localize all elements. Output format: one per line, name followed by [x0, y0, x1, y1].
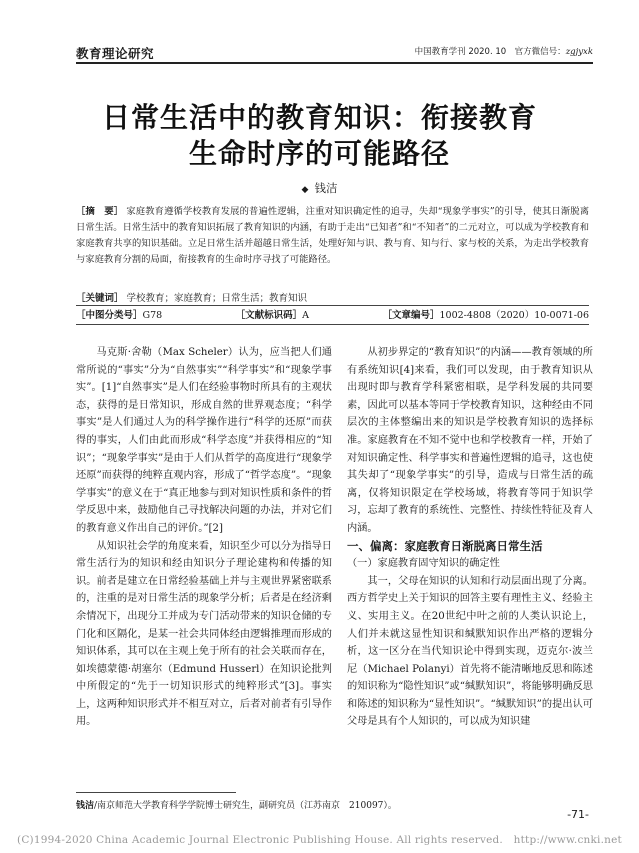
body-paragraph: 其一，父母在知识的认知和行动层面出现了分离。西方哲学史上关于知识的回答主要有理性主义、经验主义、实用主义。在20世纪中叶之前的人类认识论上，人们并未就这显性知识和缄默知识作出严格的逻辑分析，这一区分在当代知识论中得到实现，迈克尔·波兰尼（Michael Polanyi）首先将不能清晰地反思和陈述的知识称为“隐性知识”或“缄默知识”，将能够明确反思和陈述的知识称为“显性知识”。“缄默知识”的提出认可父母是具有个人知识的，可以成为知识建 — [347, 575, 593, 728]
clc-label: ［中图分类号］ — [76, 310, 143, 321]
clc-field — [76, 307, 162, 321]
abstract-block — [76, 204, 589, 268]
journal-issue-info — [415, 45, 593, 57]
classification-row — [76, 307, 589, 321]
article-number-label: ［文章编号］ — [382, 310, 440, 321]
footnote-author: 钱洁 — [76, 801, 95, 811]
diamond-bullet-icon: ◆ — [301, 185, 309, 195]
meta-divider-top — [76, 305, 589, 306]
doc-code-value: A — [302, 310, 310, 321]
doc-code-label: ［文献标识码］ — [235, 310, 303, 321]
author-line — [0, 180, 639, 196]
article-title-line-1: 日常生活中的教育知识：衔接教育 — [101, 101, 537, 134]
subsection-heading: （一）家庭教育固守知识的确定性 — [347, 558, 500, 570]
article-number-value: 1002-4808（2020）10-0071-06 — [439, 310, 589, 321]
page-number: -71- — [567, 808, 589, 821]
footnote-rule — [76, 792, 236, 793]
meta-divider-bottom — [76, 324, 589, 325]
copyright-watermark: (C)1994-2020 China Academic Journal Electronic Publishing House. All rights reserved. http://www.cnki.net — [17, 834, 622, 846]
footnote-text: /南京师范大学教育科学学院博士研究生，副研究员（江苏南京 210097）。 — [94, 801, 397, 811]
body-right-column — [347, 344, 593, 731]
keywords-row — [76, 290, 589, 304]
journal-section-label: 教育理论研究 — [76, 46, 155, 61]
body-paragraph: 从初步界定的“教育知识”的内涵——教育领域的所有系统知识[4]来看，我们可以发现，由于教育知识从出现时即与教育学科紧密相联，是学科发展的共同要素，因此可以基本等同于学校教育知识，这种经由不同层次的主体整编出来的知识是学校教育知识的选择标准。家庭教育在不知不觉中也和学校教育一样，开始了对知识确定性、科学事实和普遍性逻辑的追寻，这也使其失却了“现象学事实”的引导，造成与日常生活的疏离，仅将知识限定在学校场域，将教育等同于知识学习，忘却了教育的系统性、完整性、持续性特征及育人内涵。 — [347, 347, 593, 534]
article-number-field — [382, 307, 589, 321]
body-left-column — [76, 344, 332, 731]
journal-name-issue: 中国教育学刊 2020. 10 官方微信号： — [414, 47, 566, 57]
doc-code-field — [236, 307, 309, 321]
body-paragraph: 马克斯·舍勒（Max Scheler）认为，应当把人们通常所说的“事实”分为“自然事实”“科学事实”和“现象学事实”。[1]“自然事实”是人们在经验事物时所具有的主观状态，获得的是日常知识，形成自然的世界观态度；“科学事实”是人们通过人为的科学操作进行“科学的还原”而获得的事实，人们由此而形成“科学态度”并获得相应的“知识”；“现象学事实”是由于人们从哲学的高度进行“现象学还原”而获得的纯粹直观内容，形成了“哲学态度”。“现象学事实”的意义在于“真正地参与到对知识性质和条件的哲学反思中来，鼓励他自己寻找解决问题的办法，并对它们的教育意义作出自己的评价。”[2] — [76, 347, 332, 534]
abstract-label: ［摘 要］ — [76, 206, 124, 217]
header-rule — [76, 62, 593, 64]
abstract-text: 家庭教育遵循学校教育发展的普遍性逻辑，注重对知识确定性的追寻，失却“现象学事实”的引导，使其日渐脱离日常生活。日常生活中的教育知识拓展了教育知识的内涵，有助于走出“已知者”和“不知者”的二元对立，可以成为学校教育和家庭教育共享的知识基础。立足日常生活并超越日常生活，处理好知与识、教与育、知与行、家与校的关系，为走出学校教育与家庭教育分割的局面，衔接教育的生命时序寻找了可能路径。 — [76, 206, 589, 265]
author-name: 钱洁 — [314, 181, 338, 195]
wechat-id: zgjyxk — [565, 47, 593, 57]
keywords-text: 学校教育；家庭教育；日常生活；教育知识 — [126, 293, 308, 304]
body-paragraph: 从知识社会学的角度来看，知识至少可以分为指导日常生活行为的知识和经由知识分子理论建构和传播的知识。前者是建立在日常经验基础上并与主观世界紧密联系的，注重的是对日常生活的现象学分析；后者是在经济剩余情况下，出现分工并成为专门活动带来的知识仓储的专门化和区隔化，是某一社会共同体经由逻辑推理而形成的知识体系，其可以在主观上免于所有的社会关联而存在，如埃德蒙德·胡塞尔（Edmund Husserl）在知识论批判中所假定的“先于一切知识形式的纯粹形式”[3]。事实上，这两种知识形式并不相互对立，后者对前者有引导作用。 — [76, 540, 332, 728]
section-heading: 一、偏离：家庭教育日渐脱离日常生活 — [347, 538, 543, 553]
keywords-label: ［关键词］ — [76, 293, 124, 304]
clc-value: G78 — [142, 310, 163, 321]
article-title-line-2: 生命时序的可能路径 — [188, 137, 450, 170]
author-footnote — [76, 798, 397, 811]
